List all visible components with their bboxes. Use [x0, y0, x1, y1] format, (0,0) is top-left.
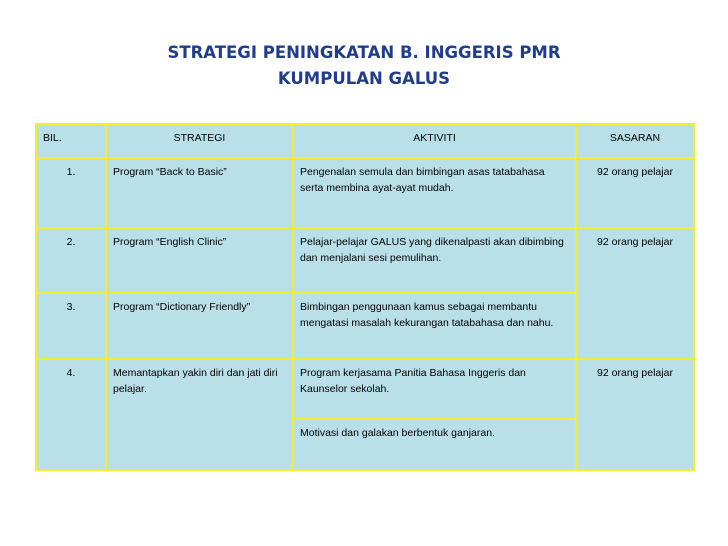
title-line-2: KUMPULAN GALUS	[277, 69, 451, 88]
cell-bil: 2.	[36, 228, 106, 293]
table-row	[36, 228, 694, 293]
cell-bil: 1.	[36, 158, 106, 228]
cell-aktiviti: Program kerjasama Panitia Bahasa Inggeris dan Kaunselor sekolah.	[293, 359, 576, 419]
header-strategi: STRATEGI	[106, 124, 293, 158]
cell-sasaran: 92 orang pelajar	[576, 158, 694, 228]
table-row	[36, 158, 694, 228]
cell-aktiviti: Bimbingan penggunaan kamus sebagai membantu mengatasi masalah kekurangan tatabahasa dan nahu.	[293, 293, 576, 359]
cell-aktiviti: Motivasi dan galakan berbentuk ganjaran.	[293, 419, 576, 470]
header-sasaran: SASARAN	[576, 124, 694, 158]
header-aktiviti: AKTIVITI	[293, 124, 576, 158]
header-bil: BIL.	[36, 124, 106, 158]
cell-sasaran: 92 orang pelajar	[576, 228, 694, 359]
cell-strategi: Program “Dictionary Friendly”	[106, 293, 293, 359]
cell-aktiviti: Pengenalan semula dan bimbingan asas tatabahasa serta membina ayat-ayat mudah.	[293, 158, 576, 228]
cell-bil: 4.	[36, 359, 106, 470]
strategy-table	[35, 123, 695, 471]
table-header-row	[36, 124, 694, 158]
cell-bil: 3.	[36, 293, 106, 359]
cell-sasaran: 92 orang pelajar	[576, 359, 694, 470]
cell-strategi: Program “Back to Basic”	[106, 158, 293, 228]
title-line-1: STRATEGI PENINGKATAN B. INGGERIS PMR	[167, 43, 561, 62]
slide-title	[0, 40, 728, 92]
table-row	[36, 359, 694, 419]
cell-aktiviti: Pelajar-pelajar GALUS yang dikenalpasti akan dibimbing dan menjalani sesi pemulihan.	[293, 228, 576, 293]
cell-strategi: Memantapkan yakin diri dan jati diri pelajar.	[106, 359, 293, 470]
cell-strategi: Program “English Clinic”	[106, 228, 293, 293]
